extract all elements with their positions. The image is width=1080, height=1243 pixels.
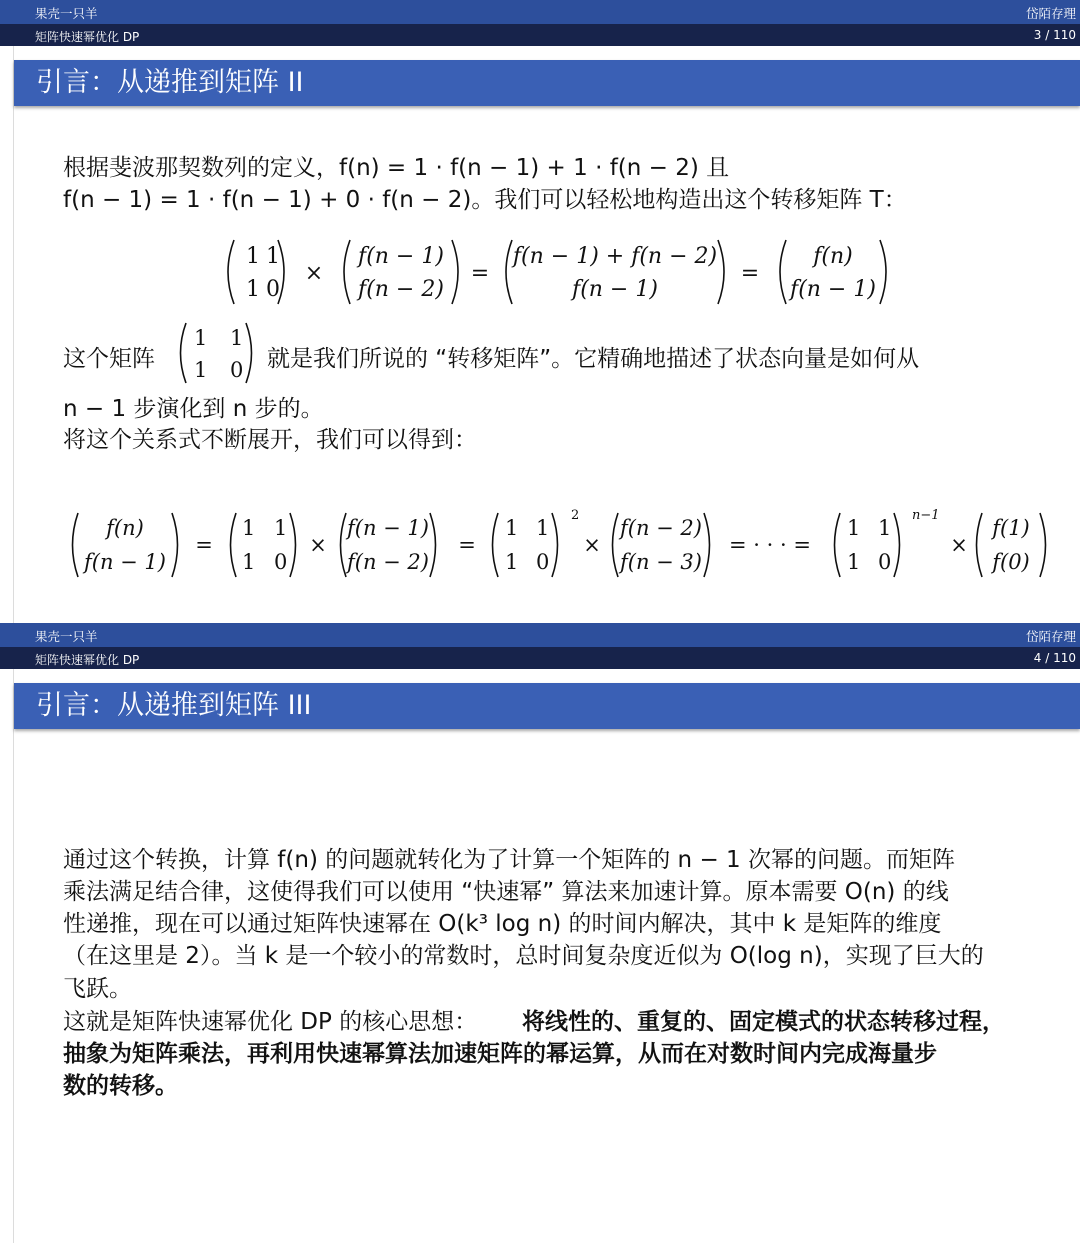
m1-c: 1 xyxy=(246,277,260,302)
e2-lhs-top: f(n) xyxy=(106,516,144,540)
m1-b: 1 xyxy=(266,244,280,269)
e2-v3-bottom: f(0) xyxy=(992,550,1030,574)
inline-matrix xyxy=(174,320,260,386)
text-line-6-bold: 将线性的、重复的、固定模式的状态转移过程， xyxy=(522,1009,1005,1035)
header-author: 果壳一只羊 xyxy=(35,629,98,644)
im-d: 0 xyxy=(230,358,244,382)
text-line-5: n − 1 步演化到 n 步的。 xyxy=(63,396,324,422)
e2-m2-d: 0 xyxy=(536,550,550,574)
header-author: 果壳一只羊 xyxy=(35,6,98,21)
e2-times3: × xyxy=(950,533,968,557)
text-line-6: 将这个关系式不断展开，我们可以得到： xyxy=(63,427,477,453)
e2-m2-c: 1 xyxy=(505,550,519,574)
e2-m1-b: 1 xyxy=(274,516,288,540)
e2-times1: × xyxy=(309,533,327,557)
e2-eq2: = xyxy=(458,533,476,557)
m1-d: 0 xyxy=(266,277,280,302)
text-line-2: f(n − 1) = 1 · f(n − 1) + 0 · f(n − 2)。我们可以轻松地构造出这个转移矩阵 T： xyxy=(63,187,907,213)
text-line-5: 飞跃。 xyxy=(63,976,132,1002)
e2-m3-c: 1 xyxy=(847,550,861,574)
text-line-4: 就是我们所说的 “转移矩阵”。它精确地描述了状态向量是如何从 xyxy=(267,346,920,372)
slide-title: 引言：从递推到矩阵 III xyxy=(14,683,1080,729)
e2-v2-bottom: f(n − 3) xyxy=(620,550,702,574)
e2-exp-n1: n−1 xyxy=(912,508,940,523)
text-line-1: 根据斐波那契数列的定义，f(n) = 1 · f(n − 1) + 1 · f(n − 2) 且 xyxy=(63,155,730,181)
v2-top: f(n − 1) + f(n − 2) xyxy=(512,244,718,269)
header-topic: 矩阵快速幂优化 DP xyxy=(35,30,140,44)
e2-eq1: = xyxy=(195,533,213,557)
e2-m1-d: 0 xyxy=(274,550,288,574)
e2-lhs-bottom: f(n − 1) xyxy=(84,550,166,574)
header-bottom-bar xyxy=(0,24,1080,46)
text-line-8: 数的转移。 xyxy=(63,1073,178,1099)
v3-bottom: f(n − 1) xyxy=(790,277,876,302)
m1-a: 1 xyxy=(246,244,260,269)
e2-m2-a: 1 xyxy=(505,516,519,540)
text-line-7: 抽象为矩阵乘法，再利用快速幂算法加速矩阵的幂运算，从而在对数时间内完成海量步 xyxy=(63,1041,937,1067)
header-top-bar xyxy=(0,623,1080,647)
im-a: 1 xyxy=(194,326,208,350)
e2-times2: × xyxy=(583,533,601,557)
equals-1: = xyxy=(470,261,490,286)
text-line-1: 通过这个转换，计算 f(n) 的问题就转化为了计算一个矩阵的 n − 1 次幂的问题。而矩阵 xyxy=(63,847,955,873)
v1-bottom: f(n − 2) xyxy=(358,277,444,302)
e2-m1-a: 1 xyxy=(242,516,256,540)
header-top-bar xyxy=(0,0,1080,24)
text-line-3: 这个矩阵 xyxy=(63,346,155,372)
e2-v1-bottom: f(n − 2) xyxy=(347,550,429,574)
header-institute: 岱陌存理 xyxy=(1025,6,1076,21)
e2-exp-2: 2 xyxy=(571,508,580,523)
e2-m2-b: 1 xyxy=(536,516,550,540)
v3-top: f(n) xyxy=(813,244,853,269)
text-line-2: 乘法满足结合律，这使得我们可以使用 “快速幂” 算法来加速计算。原本需要 O(n) 的线 xyxy=(63,879,949,905)
e2-dots: = · · · = xyxy=(729,533,811,557)
text-line-3: 性递推，现在可以通过矩阵快速幂在 O(k³ log n) 的时间内解决，其中 k 是矩阵的维度 xyxy=(63,911,942,937)
equation-transition xyxy=(220,236,900,308)
e2-v2-top: f(n − 2) xyxy=(620,516,702,540)
text-line-4: （在这里是 2）。当 k 是一个较小的常数时，总时间复杂度近似为 O(log n)，实现了巨大的 xyxy=(63,943,984,969)
times-sign: × xyxy=(304,261,324,286)
header-bottom-bar xyxy=(0,647,1080,669)
page-number: 4 / 110 xyxy=(1033,651,1076,665)
e2-m1-c: 1 xyxy=(242,550,256,574)
v2-bottom: f(n − 1) xyxy=(572,277,658,302)
text-line-6: 这就是矩阵快速幂优化 DP 的核心思想： xyxy=(63,1009,478,1035)
equation-expansion xyxy=(64,505,1050,581)
e2-m3-a: 1 xyxy=(847,516,861,540)
slide-4 xyxy=(0,623,1080,1243)
e2-v1-top: f(n − 1) xyxy=(347,516,429,540)
equals-2: = xyxy=(740,261,760,286)
im-c: 1 xyxy=(194,358,208,382)
header-institute: 岱陌存理 xyxy=(1025,629,1076,644)
header-topic: 矩阵快速幂优化 DP xyxy=(35,653,140,667)
slide-title: 引言：从递推到矩阵 II xyxy=(14,60,1080,106)
e2-m3-b: 1 xyxy=(878,516,892,540)
e2-m3-d: 0 xyxy=(878,550,892,574)
e2-v3-top: f(1) xyxy=(992,516,1030,540)
v1-top: f(n − 1) xyxy=(358,244,444,269)
page-number: 3 / 110 xyxy=(1033,28,1076,42)
im-b: 1 xyxy=(230,326,244,350)
